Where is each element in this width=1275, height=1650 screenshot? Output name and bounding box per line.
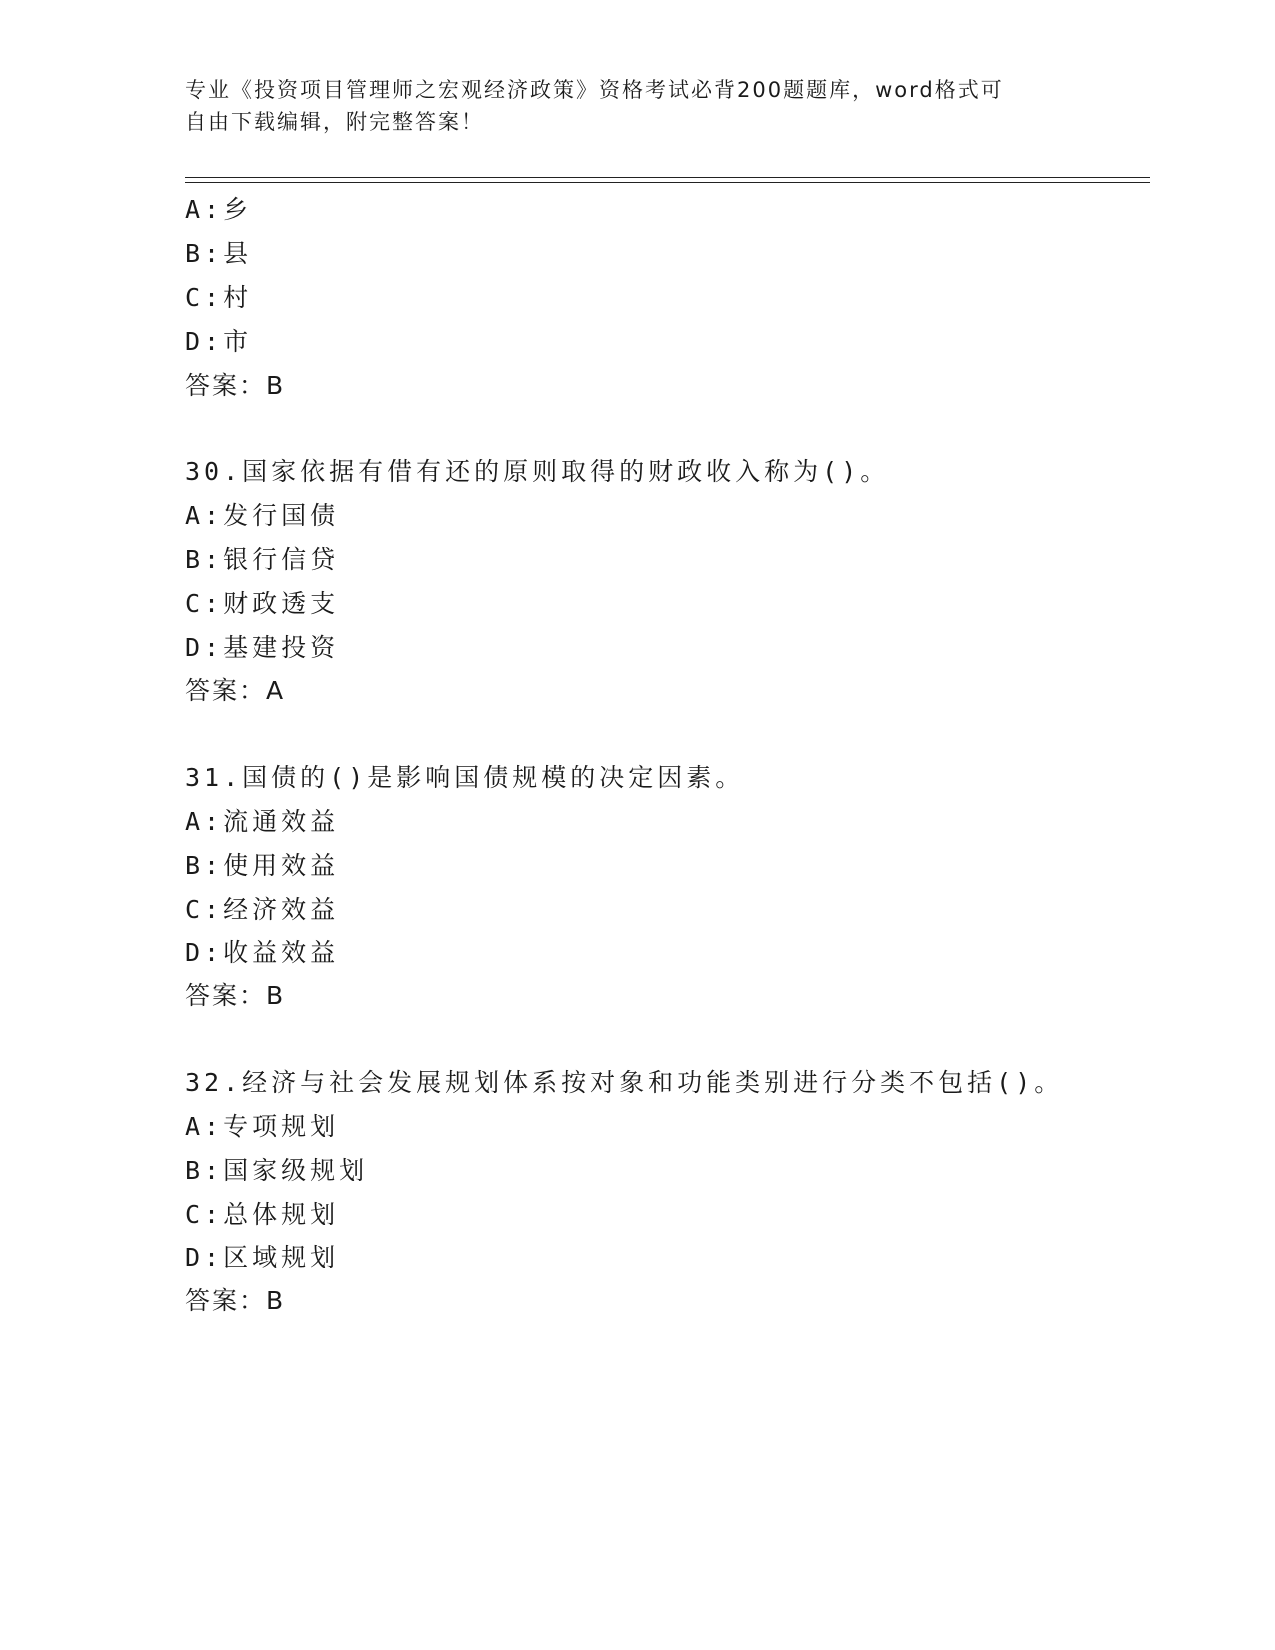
option-b: B:使用效益	[185, 851, 340, 880]
question-stem: 31.国债的()是影响国债规模的决定因素。	[185, 763, 745, 792]
header-divider-top	[185, 177, 1150, 178]
option-b: B:银行信贷	[185, 545, 340, 574]
option-b: B:国家级规划	[185, 1156, 369, 1185]
option-b: B:县	[185, 239, 253, 268]
option-c: C:财政透支	[185, 589, 340, 618]
header-divider-bottom	[185, 182, 1150, 183]
option-d: D:市	[185, 327, 253, 356]
option-c: C:总体规划	[185, 1200, 340, 1229]
option-d: D:区域规划	[185, 1243, 340, 1272]
option-c: C:经济效益	[185, 895, 340, 924]
option-d: D:基建投资	[185, 633, 340, 662]
option-a: A:流通效益	[185, 807, 340, 836]
header-line-2: 自由下载编辑，附完整答案！	[185, 110, 484, 134]
option-a: A:专项规划	[185, 1112, 340, 1141]
answer-line: 答案：A	[185, 676, 286, 705]
option-c: C:村	[185, 283, 253, 312]
question-stem: 30.国家依据有借有还的原则取得的财政收入称为()。	[185, 457, 890, 486]
option-d: D:收益效益	[185, 938, 340, 967]
option-a: A:发行国债	[185, 501, 340, 530]
answer-line: 答案：B	[185, 1286, 286, 1315]
question-stem: 32.经济与社会发展规划体系按对象和功能类别进行分类不包括()。	[185, 1068, 1064, 1097]
option-a: A:乡	[185, 195, 253, 224]
answer-line: 答案：B	[185, 981, 286, 1010]
answer-line: 答案：B	[185, 371, 286, 400]
document-header	[185, 74, 1085, 138]
header-line-1: 专业《投资项目管理师之宏观经济政策》资格考试必背200题题库，word格式可	[185, 78, 1004, 102]
